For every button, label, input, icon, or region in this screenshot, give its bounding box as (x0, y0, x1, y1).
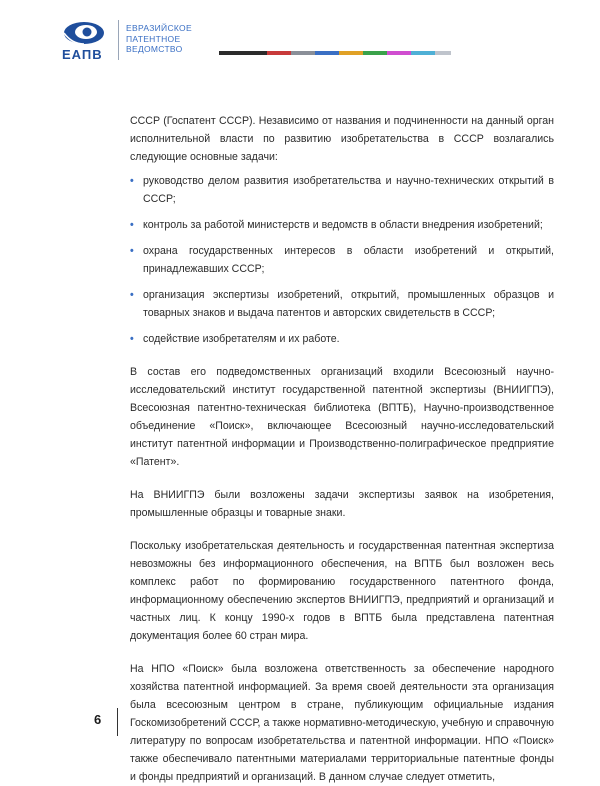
color-strip-segment (363, 51, 387, 55)
list-item-text: охрана государственных интересов в области изобретений и открытий, принадлежавших СССР; (143, 245, 554, 275)
bullet-icon: • (130, 219, 134, 231)
page-number: 6 (94, 712, 102, 727)
list-item-text: организация экспертизы изобретений, открытий, промышленных образцов и товарных знаков и выдача патентов и авторских свидетельств в СССР; (143, 289, 554, 319)
color-strip-segment (435, 51, 451, 55)
paragraph-organizations: В состав его подведомственных организаций входили Всесоюзный научно-исследовательский институт государственной патентной экспертизы (ВНИИГПЭ), Всесоюзная патентно-техническая библиотека (ВПТБ), Научно-производственное объединение «Поиск», включающее Всесоюзный научно-исследовательский институт патентной информации и Производственно-полиграфическое предприятие «Патент». (130, 366, 554, 468)
page-number-rule (117, 708, 118, 736)
page-content (130, 112, 554, 786)
org-name (126, 23, 192, 55)
list-item-text: содействие изобретателям и их работе. (143, 333, 340, 345)
logo-text: ЕАПВ (62, 47, 103, 62)
list-item (130, 330, 554, 348)
list-item (130, 286, 554, 322)
list-item (130, 216, 554, 234)
list-item-text: руководство делом развития изобретательства и научно-технических открытий в СССР; (143, 175, 554, 205)
color-strip-segment (339, 51, 363, 55)
page-header (0, 0, 600, 70)
paragraph-poisk: На НПО «Поиск» была возложена ответственность за обеспечение народного хозяйства патентной информацией. За время своей деятельности эта организация была всесоюзным центром в стране, публикующим официальные издания Госкомизобретений СССР, а также нормативно-методическую, учебную и справочную литературу по вопросам изобретательства и патентной информации. НПО «Поиск» также обеспечивало патентными материалами территориальные патентные фонды и фонды предприятий и организаций. В данном случае следует отметить, (130, 663, 554, 783)
org-name-line: ПАТЕНТНОЕ (126, 33, 181, 44)
org-name-line: ЕВРАЗИЙСКОЕ (126, 23, 192, 33)
intro-paragraph: СССР (Госпатент СССР). Независимо от названия и подчиненности на данный орган исполнительной власти по развитию изобретательства в СССР возлагались следующие основные задачи: (130, 115, 554, 163)
bullet-icon: • (130, 333, 134, 345)
color-strip-segment (243, 51, 267, 55)
color-strip-segment (219, 51, 243, 55)
org-name-line: ВЕДОМСТВО (126, 44, 183, 54)
color-strip-segment (267, 51, 291, 55)
bullet-icon: • (130, 245, 134, 257)
color-strip-segment (411, 51, 435, 55)
logo-divider (118, 20, 119, 60)
bullet-icon: • (130, 175, 134, 187)
color-strip-segment (387, 51, 411, 55)
color-strip (219, 51, 451, 55)
color-strip-segment (315, 51, 339, 55)
bullet-icon: • (130, 289, 134, 301)
color-strip-segment (291, 51, 315, 55)
list-item (130, 172, 554, 208)
paragraph-vniigpe: На ВНИИГПЭ были возложены задачи экспертизы заявок на изобретения, промышленные образцы и товарные знаки. (130, 489, 554, 519)
paragraph-vptb: Поскольку изобретательская деятельность и государственная патентная экспертиза невозможны без информационного обеспечения, на ВПТБ был возложен весь комплекс работ по формированию государственного патентного фонда, информационному обеспечению экспертов ВНИИГПЭ, предприятий и организаций и частных лиц. К концу 1990-х годов в ВПТБ была представлена патентная документация более 60 стран мира. (130, 540, 554, 642)
eapv-logo-icon (62, 20, 106, 46)
list-item-text: контроль за работой министерств и ведомств в области внедрения изобретений; (143, 219, 543, 231)
list-item (130, 242, 554, 278)
task-list (130, 172, 554, 348)
